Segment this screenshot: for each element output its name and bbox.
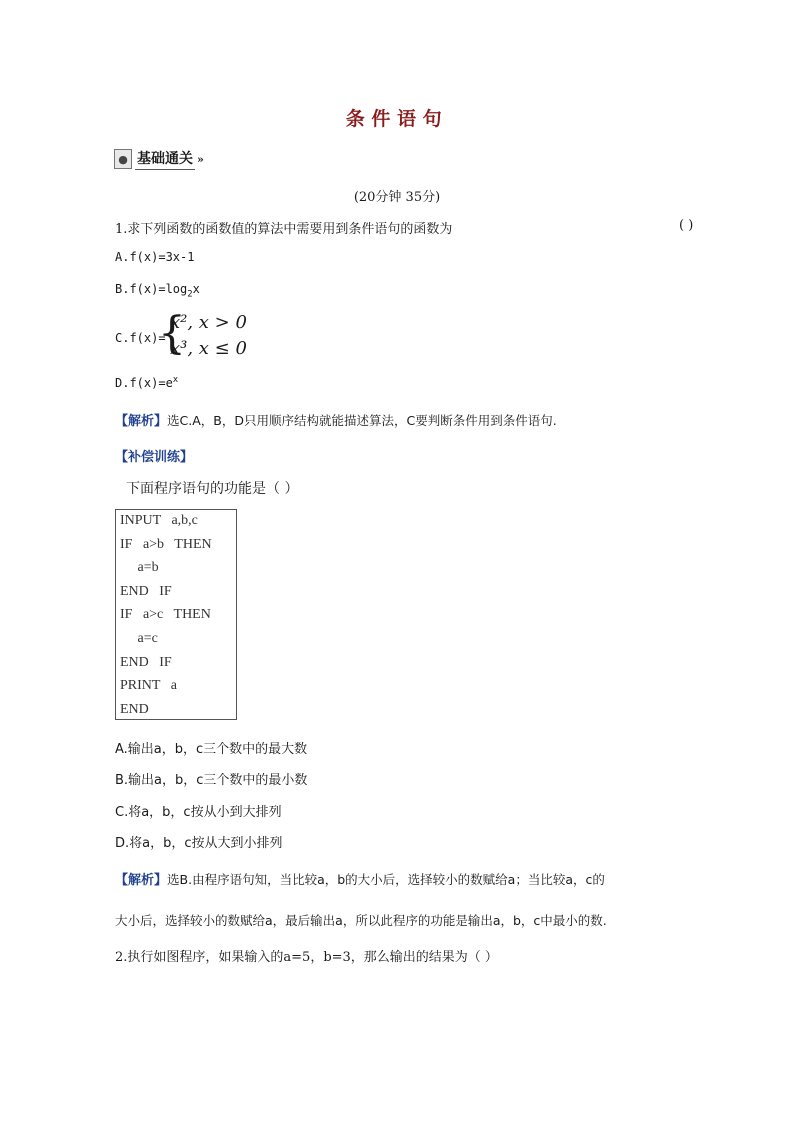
piecewise-brace: { [158, 308, 186, 359]
q1-option-d-pre: D.f(x)=e [115, 376, 173, 390]
code-line: END [120, 702, 149, 717]
supplement-option-a: A.输出a，b，c三个数中的最大数 [115, 742, 308, 757]
q1-option-a: A.f(x)=3x-1 [115, 250, 195, 264]
analysis-tag: 【解析】 [115, 873, 168, 888]
supplement-option-b: B.输出a，b，c三个数中的最小数 [115, 773, 308, 788]
code-line: IF a>c THEN [120, 607, 211, 622]
code-line: IF a>b THEN [120, 537, 212, 552]
q1-option-b-sub: 2 [187, 289, 193, 300]
code-line: a=c [120, 631, 158, 646]
program-code-box [115, 509, 237, 720]
analysis-text: 选C.A，B，D只用顺序结构就能描述算法，C要判断条件用到条件语句. [167, 413, 557, 428]
analysis-text: 选B.由程序语句知，当比较a，b的大小后，选择较小的数赋给a；当比较a，c的 [167, 872, 605, 887]
supplement-option-c: C.将a，b，c按从小到大排列 [115, 805, 282, 820]
code-line: END IF [120, 584, 172, 599]
q1-option-c-case-2: x³, x ≤ 0 [170, 338, 247, 359]
section-label: 基础通关 [135, 148, 195, 170]
question-1-bracket: ( ) [679, 218, 694, 233]
q1-option-d-sup: x [172, 375, 179, 385]
supplement-tag: 【补偿训练】 [115, 450, 194, 465]
supplement-analysis-line-2: 大小后，选择较小的数赋给a，最后输出a，所以此程序的功能是输出a，b，c中最小的数. [115, 913, 607, 928]
question-2-stem: 2.执行如图程序，如果输入的a=5，b=3，那么输出的结果为（ ） [115, 950, 498, 965]
lightbulb-icon: ● [114, 149, 132, 169]
page-title: 条件语句 [345, 108, 449, 130]
q1-option-b-pre: B.f(x)=log [115, 282, 188, 296]
q1-option-c-prefix: C.f(x)= [115, 331, 166, 345]
q1-option-c-case-1: x², x > 0 [170, 312, 247, 333]
q1-option-d [115, 375, 178, 390]
q1-option-b-post: x [192, 282, 200, 296]
time-score: (20分钟 35分) [353, 190, 441, 205]
question-1-stem: 1.求下列函数的函数值的算法中需要用到条件语句的函数为 [115, 222, 453, 237]
supplement-stem: 下面程序语句的功能是（ ） [126, 481, 299, 497]
double-arrow-icon: » [197, 152, 204, 166]
section-header [114, 148, 204, 170]
code-line: INPUT a,b,c [120, 513, 198, 528]
code-line: END IF [120, 655, 172, 670]
code-line: PRINT a [120, 678, 177, 693]
analysis-tag: 【解析】 [115, 414, 168, 429]
supplement-analysis-line-1 [115, 869, 605, 888]
supplement-option-d: D.将a，b，c按从大到小排列 [115, 836, 283, 851]
code-line: a=b [120, 560, 159, 575]
q1-option-b [115, 282, 200, 299]
q1-analysis [115, 410, 557, 429]
